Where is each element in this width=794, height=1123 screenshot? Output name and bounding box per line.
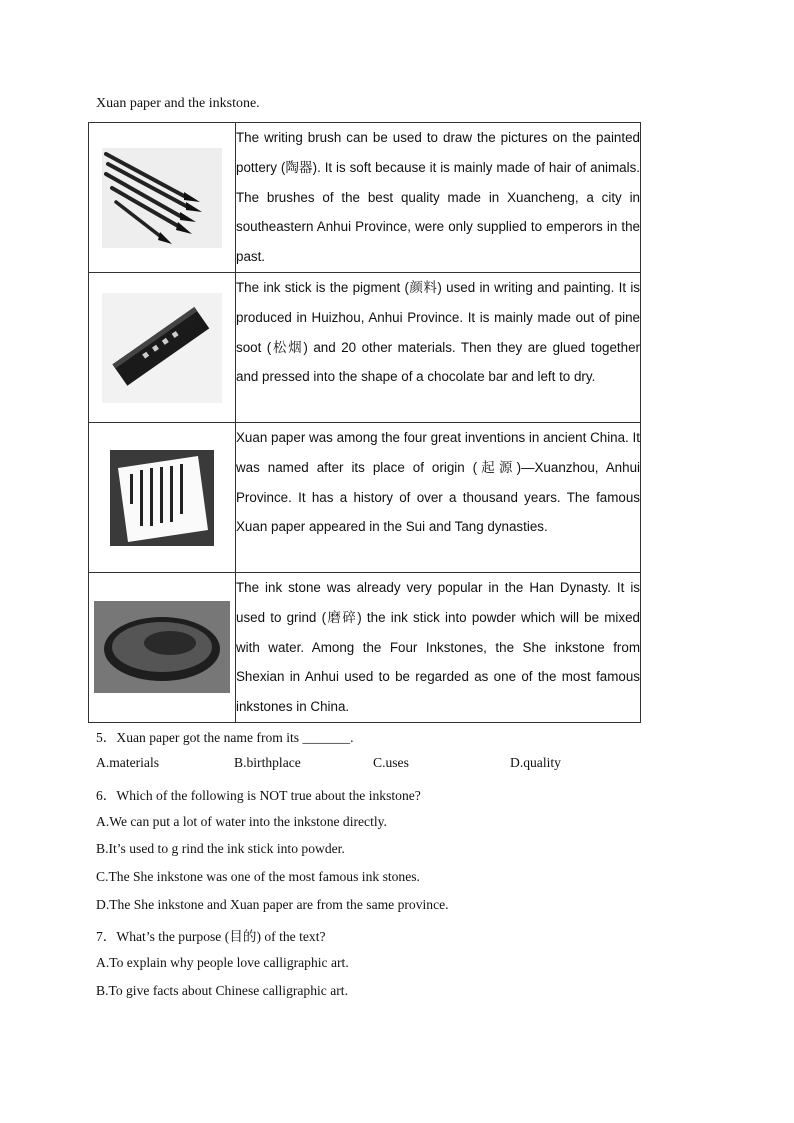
xuan-paper-image [110,450,214,546]
q7-option-b[interactable]: B.To give facts about Chinese calligraphic art. [96,983,348,998]
image-cell [89,573,236,723]
q5-option-b[interactable]: B.birthplace [234,755,301,770]
writing-brushes-image [102,148,222,248]
q6-option-a[interactable]: A.We can put a lot of water into the inkstone directly. [96,814,387,829]
question-6-stem: 6．Which of the following is NOT true about the inkstone? [96,788,421,803]
q6-option-d[interactable]: D.The She inkstone and Xuan paper are from the same province. [96,897,449,912]
inkstone-image [94,601,230,693]
ink-stick-image [102,293,222,403]
q5-option-d[interactable]: D.quality [510,755,561,770]
table-row [89,123,641,273]
question-7-stem: 7．What’s the purpose (目的) of the text? [96,929,326,944]
table-row [89,573,641,723]
question-5-stem: 5．Xuan paper got the name from its _______. [96,730,354,745]
intro-line: Xuan paper and the inkstone. [96,96,260,111]
row-text: Xuan paper was among the four great inventions in ancient China. It was named after its place of origin (起源)—Xuanzhou, Anhui Province. It has a history of over a thousand years. The famous Xuan paper appeared in the Sui and Tang dynasties. [236,423,641,573]
q6-option-c[interactable]: C.The She inkstone was one of the most famous ink stones. [96,869,420,884]
row-text: The ink stick is the pigment (颜料) used in writing and painting. It is produced in Huizhou, Anhui Province. It is mainly made out of pine soot (松烟) and 20 other materials. Then they are glued together and pressed into the shape of a chocolate bar and left to dry. [236,273,641,423]
image-cell [89,423,236,573]
four-treasures-table [88,122,641,723]
q5-option-a[interactable]: A.materials [96,755,160,770]
table-row [89,423,641,573]
q6-option-b[interactable]: B.It’s used to g rind the ink stick into powder. [96,841,345,856]
q7-option-a[interactable]: A.To explain why people love calligraphic art. [96,955,349,970]
image-cell [89,123,236,273]
row-text: The writing brush can be used to draw the pictures on the painted pottery (陶器). It is soft because it is mainly made of hair of animals. The brushes of the best quality made in Xuancheng, a city in southeastern Anhui Province, were only supplied to emperors in the past. [236,123,641,273]
table-row [89,273,641,423]
image-cell [89,273,236,423]
q5-option-c[interactable]: C.uses [373,755,409,770]
row-text: The ink stone was already very popular in the Han Dynasty. It is used to grind (磨碎) the ink stick into powder which will be mixed with water. Among the Four Inkstones, the She inkstone from Shexian in Anhui used to be regarded as one of the most famous inkstones in China. [236,573,641,723]
